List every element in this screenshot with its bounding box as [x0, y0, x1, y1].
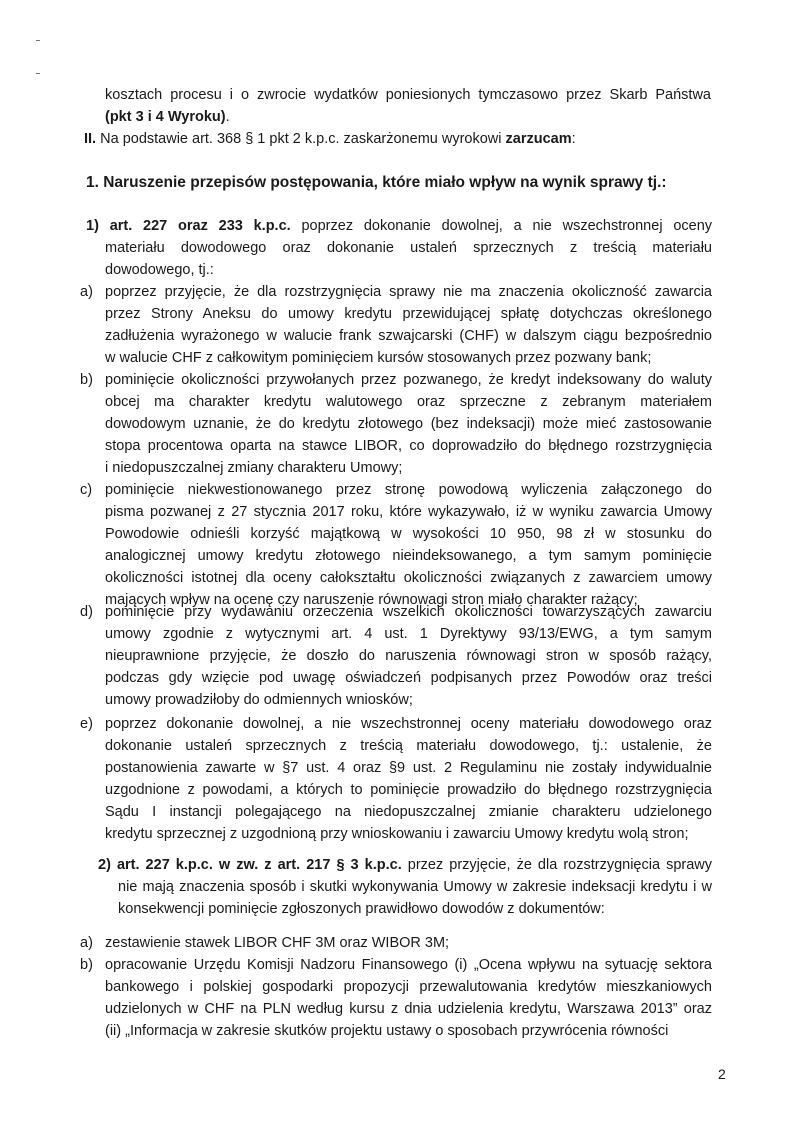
list-item-line: uzgodnione z powodami, a których to pominięcie prowadziło do błędnego rozstrzygnięcia [105, 782, 712, 798]
intro-period: . [225, 109, 230, 125]
section-ii-marker: II. [84, 131, 97, 147]
point-1-bold: art. 227 oraz 233 k.p.c. [109, 218, 291, 234]
list-item-line: Sądu I instancji polegającego na niedopuszczalnej zmianie charakteru udzielonego [105, 804, 712, 820]
list-item-label: c) [80, 482, 93, 498]
list-item-line: kredytu sprzecznej z uzgodnioną przy wnioskowaniu i zawarciu Umowy kredytu wolą stron; [105, 826, 689, 842]
list-item-line: pominięcie niekwestionowanego przez stronę powodową wyliczenia załączonego do [105, 482, 712, 498]
list-item-line: dowodowym uznanie, że do kredytu złotowego (bez indeksacji) może mieć zastosowanie [105, 416, 712, 432]
list-item-line: pominięcie okoliczności przywołanych przez pozwanego, że kredyt indeksowany do waluty [105, 372, 712, 388]
list-item-label: a) [80, 284, 93, 300]
list-item-line: dokonanie ustaleń sprzecznych z treścią materiału dowodowego, tj.: ustalenie, że [105, 738, 712, 754]
list-item-line: w walucie CHF z całkowitym pominięciem kursów stosowanych przez pozwany bank; [105, 350, 652, 366]
list-item-line: pominięcie przy wydawaniu orzeczenia wszelkich okoliczności towarzyszących zawarciu [105, 604, 712, 620]
list-item-line: analogicznej umowy kredytu złotowego nieindeksowanego, a tym samym pominięcie [105, 548, 712, 564]
list-item-line: i niedopuszczalnej zmiany charakteru Umowy; [105, 460, 403, 476]
list-item-line: udzielonych w CHF na PLN według kursu z dnia udzielenia kredytu, Warszawa 2013” oraz [105, 1001, 712, 1017]
point-2-line-2: nie mają znaczenia sposób i skutki wykonywania Umowy w zakresie indeksacji kredytu i w [118, 879, 712, 895]
point-1-rest: poprzez dokonanie dowolnej, a nie wszechstronnej oceny [301, 218, 713, 234]
list-item-line: podczas gdy wzięcie pod uwagę oświadczeń podpisanych przez Powodów oraz treści [105, 670, 712, 686]
list-item-label: b) [80, 372, 93, 388]
section-ii-colon: : [571, 131, 576, 147]
point-2-bold: art. 227 k.p.c. w zw. z art. 217 § 3 k.p.c. [116, 857, 402, 873]
point-1-marker: 1) [86, 218, 99, 234]
list-item-label: a) [80, 935, 93, 951]
list-item-line: poprzez przyjęcie, że dla rozstrzygnięcia sprawy nie ma znaczenia okoliczność zawarcia [105, 284, 712, 300]
list-item-line: bankowego i polskiej gospodarki propozycji przewalutowania kredytów mieszkaniowych [105, 979, 712, 995]
list-item-line: postanowienia zawarte w §7 ust. 4 oraz §9 ust. 2 Regulaminu nie zostały indywidualnie [105, 760, 712, 776]
intro-bold: (pkt 3 i 4 Wyroku) [105, 109, 226, 125]
section-heading: 1. Naruszenie przepisów postępowania, które miało wpływ na wynik sprawy tj.: [86, 174, 667, 191]
list-item-line: umowy prowadziłoby do odmiennych wniosków; [105, 692, 413, 708]
list-item-line: (ii) „Informacja w zakresie skutków projektu ustawy o sposobach przywrócenia równości [105, 1023, 669, 1039]
point-1-line-3: dowodowego, tj.: [105, 262, 214, 278]
list-item-label: e) [80, 716, 93, 732]
list-item-line: stopa procentowa oparta na stawce LIBOR, co doprowadziło do błędnego rozstrzygnięcia [105, 438, 712, 454]
list-item-line: zadłużenia wyrażonego w walucie frank szwajcarski (CHF) w dalszym ciągu bezpośrednio [105, 328, 712, 344]
list-item-line: obcej ma charakter kredytu walutowego oraz sprzeczne z zebranym materiałem [105, 394, 712, 410]
point-2-rest: przez przyjęcie, że dla rozstrzygnięcia sprawy [407, 857, 712, 873]
intro-line-2 [105, 107, 230, 127]
list-item-line: pisma pozwanej z 27 stycznia 2017 roku, które wykazywało, iż w wyniku zawarcia Umowy [105, 504, 712, 520]
point-1-line-1 [86, 216, 712, 236]
list-item-line: nieuprawnione przyjęcie, że doszło do naruszenia równowagi stron w sposób rażący, [105, 648, 712, 664]
scan-mark [36, 73, 40, 74]
list-item-label: b) [80, 957, 93, 973]
section-ii [84, 129, 576, 149]
page-number: 2 [718, 1066, 726, 1082]
list-item-line: okoliczności istotnej dla oceny całokształtu okoliczności związanych z zawarciem umowy [105, 570, 712, 586]
point-2-marker: 2) [98, 857, 111, 873]
list-item-label: d) [80, 604, 93, 620]
intro-line-1: kosztach procesu i o zwrocie wydatków poniesionych tymczasowo przez Skarb Państwa [105, 87, 711, 103]
section-ii-text: Na podstawie art. 368 § 1 pkt 2 k.p.c. zaskarżonemu wyrokowi [100, 131, 502, 147]
point-1-line-2: materiału dowodowego oraz dokonanie ustaleń sprzecznych z treścią materiału [105, 240, 712, 256]
point-2-line-1 [98, 855, 712, 875]
point-2-line-3: konsekwencji pominięcie zgłoszonych prawidłowo dowodów z dokumentów: [118, 901, 605, 917]
list-item-line: zestawienie stawek LIBOR CHF 3M oraz WIBOR 3M; [105, 935, 450, 951]
scan-mark [36, 40, 40, 41]
list-item-line: mających wpływ na ocenę czy naruszenie równowagi stron miało charakter rażący; [105, 592, 638, 608]
section-ii-bold: zarzucam [505, 131, 572, 147]
list-item-line: Powodowie odnieśli korzyść majątkową w wysokości 10 950, 98 zł w stosunku do [105, 526, 712, 542]
list-item-line: przez Strony Aneksu do umowy kredytu przewidującej spłatę dotychczas określonego [105, 306, 712, 322]
list-item-line: umowy zgodnie z wytycznymi art. 4 ust. 1 Dyrektywy 93/13/EWG, a tym samym [105, 626, 712, 642]
list-item-line: opracowanie Urzędu Komisji Nadzoru Finansowego (i) „Ocena wpływu na sytuację sektora [105, 957, 712, 973]
list-item-line: poprzez dokonanie dowolnej, a nie wszechstronnej oceny materiału dowodowego oraz [105, 716, 712, 732]
